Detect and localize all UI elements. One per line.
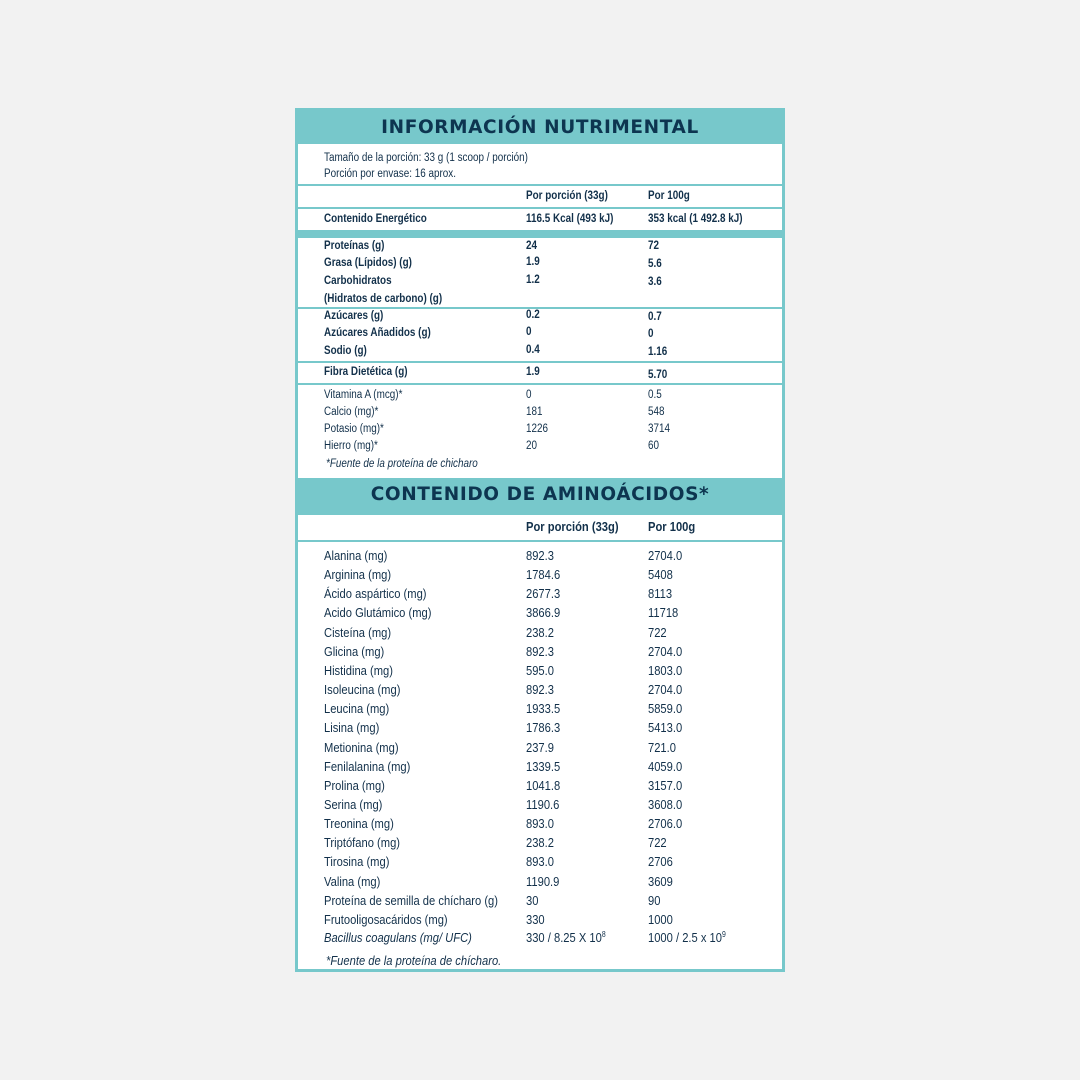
bacillus-per-serving: 330 / 8.25 X $10^8$ xyxy=(526,930,606,945)
amino-name: Proteína de semilla de chícharo (g) xyxy=(324,892,499,908)
col-header-per-serving: Por porción (33g) xyxy=(526,519,619,534)
divider xyxy=(298,184,782,186)
amino-per-100g: 8113 xyxy=(648,586,673,602)
amino-per-100g: 3608.0 xyxy=(648,796,683,812)
macro-per-serving: 1.9 xyxy=(526,256,540,268)
serving-size: Tamaño de la porción: 33 g (1 scoop / porción) xyxy=(324,152,528,164)
amino-name: Treonina (mg) xyxy=(324,816,394,832)
col-header-per-serving: Por porción (33g) xyxy=(526,190,608,202)
bacillus-label: Bacillus coagulans (mg/ UFC) xyxy=(324,930,472,945)
amino-per-100g: 3609 xyxy=(648,873,673,889)
amino-name: Lisina (mg) xyxy=(324,720,380,736)
amino-name: Isoleucina (mg) xyxy=(324,682,401,698)
amino-name: Serina (mg) xyxy=(324,796,383,812)
amino-name: Triptófano (mg) xyxy=(324,835,401,851)
energy-label: Contenido Energético xyxy=(324,213,427,225)
amino-per-serving: 892.3 xyxy=(526,643,554,659)
macro-per-serving: 24 xyxy=(526,240,538,252)
amino-per-100g: 2704.0 xyxy=(648,548,683,563)
micro-per-100g: 0.5 xyxy=(648,389,662,401)
col-header-per-100g: Por 100g xyxy=(648,519,696,534)
amino-name: Cisteína (mg) xyxy=(324,624,392,640)
micro-per-serving: 1226 xyxy=(526,423,549,435)
sugar-label: Azúcares (g) xyxy=(324,310,384,322)
micro-label: Calcio (mg)* xyxy=(324,406,379,418)
amino-per-100g: 722 xyxy=(648,624,667,640)
macro-per-100g: 72 xyxy=(648,240,660,252)
divider xyxy=(298,207,782,209)
sugar-label: Azúcares Añadidos (g) xyxy=(324,327,431,339)
micro-per-serving: 20 xyxy=(526,440,538,452)
amino-per-serving: 2677.3 xyxy=(526,586,561,602)
macro-label: Carbohidratos xyxy=(324,275,392,287)
sugar-per-100g: 0.7 xyxy=(648,311,662,323)
macro-per-100g: 3.6 xyxy=(648,276,662,288)
nutrition-title: INFORMACIÓN NUTRIMENTAL xyxy=(298,111,782,144)
micro-label: Hierro (mg)* xyxy=(324,440,378,452)
macro-label: Proteínas (g) xyxy=(324,240,385,252)
sugar-per-serving: 0 xyxy=(526,326,532,338)
amino-per-serving: 892.3 xyxy=(526,682,554,698)
amino-per-serving: 238.2 xyxy=(526,835,554,851)
amino-per-100g: 3157.0 xyxy=(648,777,683,793)
amino-name: Alanina (mg) xyxy=(324,548,388,563)
amino-name: Acido Glutámico (mg) xyxy=(324,605,432,621)
amino-per-serving: 1041.8 xyxy=(526,777,561,793)
amino-title: CONTENIDO DE AMINOÁCIDOS* xyxy=(298,478,782,515)
amino-per-100g: 2706 xyxy=(648,854,673,870)
micro-per-100g: 60 xyxy=(648,440,660,452)
nutrition-footnote: *Fuente de la proteína de chicharo xyxy=(326,458,478,470)
divider xyxy=(298,361,782,363)
amino-name: Glicina (mg) xyxy=(324,643,385,659)
amino-per-100g: 1803.0 xyxy=(648,662,683,678)
micro-per-100g: 548 xyxy=(648,406,665,418)
amino-per-serving: 893.0 xyxy=(526,854,554,870)
sugar-label: Sodio (g) xyxy=(324,345,367,357)
amino-name: Arginina (mg) xyxy=(324,567,392,583)
amino-name: Valina (mg) xyxy=(324,873,381,889)
amino-per-100g: 5408 xyxy=(648,567,673,583)
amino-name: Frutooligosacáridos (mg) xyxy=(324,911,448,927)
amino-per-100g: 722 xyxy=(648,835,667,851)
macro-per-100g: 5.6 xyxy=(648,258,662,270)
micro-per-100g: 3714 xyxy=(648,423,671,435)
macro-label: Grasa (Lípidos) (g) xyxy=(324,257,412,269)
amino-per-100g: 2704.0 xyxy=(648,643,683,659)
fiber-per-100g: 5.70 xyxy=(648,369,668,381)
amino-per-serving: 1933.5 xyxy=(526,701,561,717)
amino-per-100g: 90 xyxy=(648,892,661,908)
amino-per-serving: 1784.6 xyxy=(526,567,561,583)
amino-per-100g: 2706.0 xyxy=(648,816,683,832)
amino-per-serving: 1190.6 xyxy=(526,796,560,812)
amino-per-100g: 11718 xyxy=(648,605,679,621)
amino-per-serving: 595.0 xyxy=(526,662,554,678)
amino-name: Tirosina (mg) xyxy=(324,854,390,870)
amino-per-serving: 237.9 xyxy=(526,739,554,755)
amino-per-serving: 30 xyxy=(526,892,539,908)
energy-per-100g: 353 kcal (1 492.8 kJ) xyxy=(648,213,743,225)
macro-per-serving: 1.2 xyxy=(526,274,540,286)
nutrition-facts-label xyxy=(295,108,785,972)
amino-name: Leucina (mg) xyxy=(324,701,390,717)
amino-per-serving: 238.2 xyxy=(526,624,554,640)
divider xyxy=(298,383,782,385)
micro-label: Potasio (mg)* xyxy=(324,423,384,435)
energy-per-serving: 116.5 Kcal (493 kJ) xyxy=(526,213,614,225)
amino-per-serving: 3866.9 xyxy=(526,605,561,621)
amino-name: Metionina (mg) xyxy=(324,739,399,755)
col-header-per-100g: Por 100g xyxy=(648,190,690,202)
amino-per-100g: 5859.0 xyxy=(648,701,683,717)
amino-per-serving: 1339.5 xyxy=(526,758,561,774)
amino-per-100g: 2704.0 xyxy=(648,682,683,698)
servings-per-container: Porción por envase: 16 aprox. xyxy=(324,168,456,180)
amino-name: Fenilalanina (mg) xyxy=(324,758,411,774)
amino-footnote: *Fuente de la proteína de chícharo. xyxy=(326,953,502,968)
amino-per-serving: 892.3 xyxy=(526,548,554,563)
fiber-label: Fibra Dietética (g) xyxy=(324,366,408,378)
amino-per-serving: 1190.9 xyxy=(526,873,560,889)
micro-label: Vitamina A (mcg)* xyxy=(324,389,403,401)
amino-name: Prolina (mg) xyxy=(324,777,385,793)
amino-per-serving: 1786.3 xyxy=(526,720,561,736)
sugar-per-serving: 0.4 xyxy=(526,344,540,356)
thick-divider xyxy=(298,230,782,238)
amino-per-serving: 330 xyxy=(526,911,545,927)
micro-per-serving: 0 xyxy=(526,389,532,401)
macro-label: (Hidratos de carbono) (g) xyxy=(324,293,443,305)
amino-per-100g: 4059.0 xyxy=(648,758,683,774)
amino-name: Ácido aspártico (mg) xyxy=(324,586,427,602)
amino-name: Histidina (mg) xyxy=(324,662,393,678)
amino-per-100g: 5413.0 xyxy=(648,720,683,736)
fiber-per-serving: 1.9 xyxy=(526,366,540,378)
amino-per-100g: 721.0 xyxy=(648,739,676,755)
micro-per-serving: 181 xyxy=(526,406,543,418)
divider xyxy=(298,540,782,542)
sugar-per-100g: 1.16 xyxy=(648,346,668,358)
sugar-per-100g: 0 xyxy=(648,328,654,340)
amino-per-100g: 1000 xyxy=(648,911,673,927)
amino-per-serving: 893.0 xyxy=(526,816,554,832)
sugar-per-serving: 0.2 xyxy=(526,309,540,321)
bacillus-per-100g: 1000 / 2.5 x $10^9$ xyxy=(648,930,726,945)
